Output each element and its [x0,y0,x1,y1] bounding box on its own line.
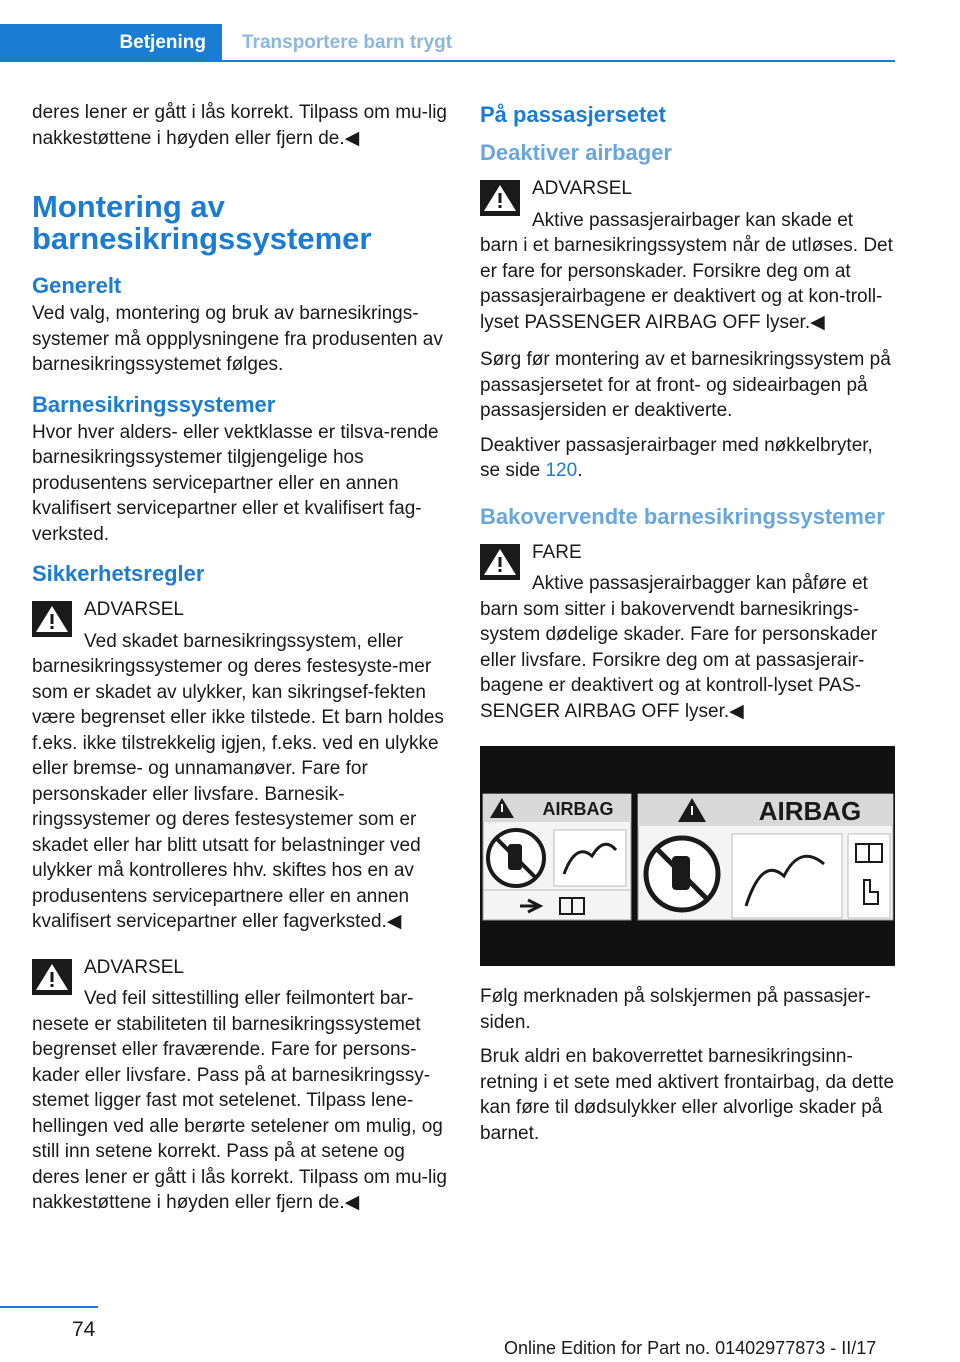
paragraph-folg-merknaden: Følg merknaden på solskjermen på passasjer-siden. [480,986,871,1033]
paragraph-bruk-aldri: Bruk aldri en bakoverrettet barnesikringsinn-retning i et sete med aktivert frontairbag, da dette kan føre til dødsulykker eller alvorlige skader på barnet. [480,1046,895,1144]
warning-text: Ved feil sittestilling eller feilmontert bar-nesete er stabiliteten til barnesikringssystemet begrenset eller fraværende. Fare for persons-kader eller livsfare. Pass på at barnesikringssy-stemet ligger fast mot setelenet. Tilpass lene-hellingen ved alle berørte setelener om mulig, og still inn setene korrekt. Pass på at setene og deres lener er gått i lås korrekt. Tilpass om mu-lig nakkestøttene i høyden eller fjern de.◀ [32,988,447,1213]
warning-text: Aktive passasjerairbagger kan påføre et barn som sitter i bakovervendt barnesikrings-system dødelige skader. Fare for personskader eller livsfare. Forsikre deg om at passasjerair-bagene er deaktivert og at kontroll-lyset PAS-SENGER AIRBAG OFF lyser.◀ [480,573,878,722]
section-tab-betjening[interactable]: Betjening [0,24,222,62]
intro-paragraph: deres lener er gått i lås korrekt. Tilpass om mu-lig nakkestøttene i høyden eller fjern de.◀ [32,102,447,149]
warning-block-2 [32,955,448,1216]
heading-sikkerhetsregler: Sikkerhetsregler [32,561,205,586]
warning-block-3 [480,176,895,335]
heading-deaktiver-airbager: Deaktiver airbager [480,140,672,165]
airbag-warning-label-figure [480,746,895,966]
paragraph-barnesikringssystemer: Hvor hver alders- eller vektklasse er tilsva-rende barnesikringssystemer tilgjengelige hos produsentens servicepartner eller en annen kvalifisert servicepartner eller et kvalifisert fag-verksted. [32,421,439,545]
page-number: 74 [72,1318,96,1341]
warning-triangle-icon [480,180,520,216]
footer-rule [0,1306,98,1308]
airbag-label-small: AIRBAG [542,799,614,819]
warning-label: ADVARSEL [532,178,632,199]
warning-text: Ved skadet barnesikringssystem, eller barnesikringssystemer og deres festesyste-mer som er skadet av ulykker, kan sikringsef-fekten være begrenset eller ikke tilstede. Et barn holdes f.eks. ikke tilstrekkelig igjen, f.eks. ved en ulykke eller bremse- og unnamanøver. Fare for personskader eller livsfare. Barnesik-ringssystemer og deres festesystemer som er skadet eller har blitt utsatt for belastninger ved ulykker må kontrolleres hhv. skiftes hos en av produsentens servicepartnere eller en annen kvalifisert servicepartner eller fagverksted.◀ [32,630,444,932]
warning-triangle-icon [480,544,520,580]
left-column [32,100,448,1228]
heading-bakovervendte: Bakovervendte barnesikringssystemer [480,503,885,529]
paragraph-sorg-for: Sørg før montering av et barnesikringssystem på passasjersetet for at front- og sideairbagen på passasjersiden er deaktiverte. [480,349,891,421]
page-link-120[interactable]: 120 [545,460,578,481]
page-header [0,24,895,62]
right-column [480,100,895,1155]
heading-pa-passasjersetet: På passasjersetet [480,102,666,127]
warning-text: Aktive passasjerairbager kan skade et barn i et barnesikringssystem når de utløses. Det er fare for personskader. Forsikre deg om at passasjerairbagene er deaktivert og at kon-troll-lyset PASSENGER AIRBAG OFF lyser.◀ [480,209,893,333]
warning-label: FARE [532,541,582,563]
warning-block-4 [480,540,895,725]
heading-montering: Montering av barnesikringssystemer [32,189,372,256]
edition-info: Online Edition for Part no. 01402977873 - II/17 [504,1338,877,1358]
warning-triangle-icon [32,959,72,995]
paragraph-deaktiver-nokkel: Deaktiver passasjerairbager med nøkkelbryter, se side 120. [480,434,873,481]
warning-triangle-icon [32,601,72,637]
warning-label: ADVARSEL [84,599,184,620]
paragraph-generelt: Ved valg, montering og bruk av barnesikrings-systemer må oppplysningene fra produsenten av barnesikringssystemet følges. [32,303,443,375]
chapter-tab-transportere-barn[interactable]: Transportere barn trygt [242,32,453,53]
header-rule [0,60,895,62]
warning-block-1 [32,597,448,935]
heading-generelt: Generelt [32,273,122,298]
heading-barnesikringssystemer: Barnesikringssystemer [32,391,276,417]
airbag-sticker-illustration [480,746,895,966]
airbag-label-large: AIRBAG [758,796,862,826]
warning-label: ADVARSEL [84,956,184,978]
